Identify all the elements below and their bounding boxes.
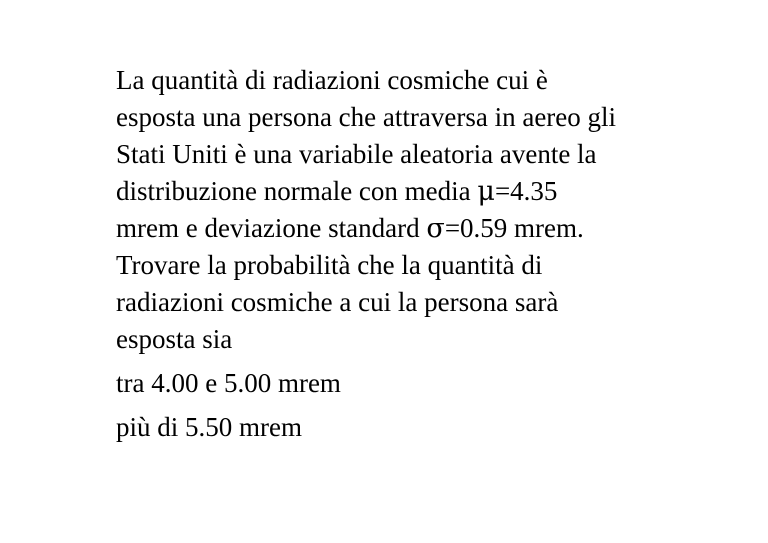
sd-line-prefix: mrem e deviazione standard <box>116 213 427 243</box>
problem-line-2: esposta una persona che attraversa in aereo gli <box>116 102 617 132</box>
mu-symbol: μ <box>477 176 495 207</box>
problem-line-1: La quantità di radiazioni cosmiche cui è <box>116 65 548 95</box>
mean-line-prefix: distribuzione normale con media <box>116 176 478 206</box>
sigma-symbol: σ <box>426 213 445 244</box>
sd-value: =0.59 mrem. <box>444 213 584 243</box>
mean-line <box>116 173 676 210</box>
question-line-2: radiazioni cosmiche a cui la persona sarà <box>116 287 559 317</box>
problem-text <box>116 62 676 446</box>
sd-line <box>116 210 676 247</box>
item-2: più di 5.50 mrem <box>116 412 302 442</box>
item-1: tra 4.00 e 5.00 mrem <box>116 368 341 398</box>
mean-value: =4.35 <box>494 176 558 206</box>
problem-line-3: Stati Uniti è una variabile aleatoria avente la <box>116 139 597 169</box>
question-line-1: Trovare la probabilità che la quantità di <box>116 250 543 280</box>
question-line-3: esposta sia <box>116 324 233 354</box>
